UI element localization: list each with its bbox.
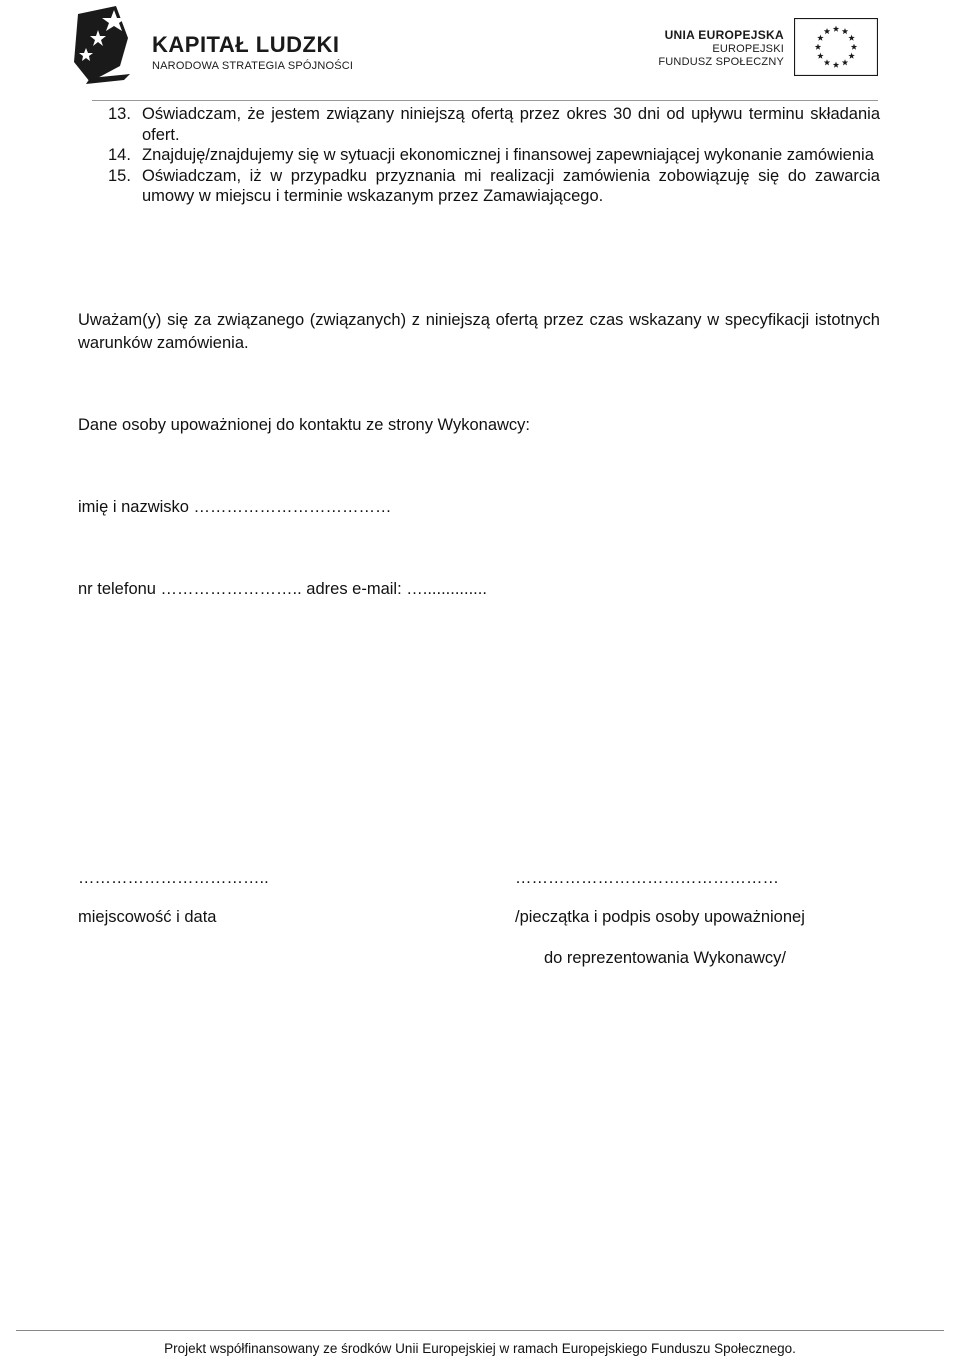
footer-text: Projekt współfinansowany ze środków Unii Europejskiej w ramach Europejskiego Funduszu Społecznego. — [164, 1341, 796, 1356]
binding-paragraph: Uważam(y) się za związanego (związanych) z niniejszą ofertą przez czas wskazany w specyfikacji istotnych warunków zamówienia. — [78, 311, 880, 352]
signature-label: /pieczątka i podpis osoby upoważnionej — [515, 908, 805, 926]
kapital-ludzki-logo-icon — [70, 4, 134, 86]
eu-line-1: UNIA EUROPEJSKA — [664, 28, 784, 42]
list-item — [100, 145, 880, 166]
place-date-dots: …………………………….. — [78, 869, 269, 887]
list-item — [100, 166, 880, 207]
list-text: Oświadczam, że jestem związany niniejszą ofertą przez okres 30 dni od upływu terminu składania ofert. — [142, 105, 880, 144]
eu-line-3: FUNDUSZ SPOŁECZNY — [658, 56, 784, 68]
list-number: 14. — [108, 146, 131, 164]
list-text: Znajduję/znajdujemy się w sytuacji ekonomicznej i finansowej zapewniającej wykonanie zamówienia — [142, 146, 874, 164]
list-item — [100, 104, 880, 145]
page-header — [0, 0, 960, 104]
declarations-list — [100, 104, 880, 207]
list-text: Oświadczam, iż w przypadku przyznania mi realizacji zamówienia zobowiązuję się do zawarcia umowy w miejscu i terminie wskazanym przez Zamawiającego. — [142, 166, 880, 205]
logo-subtitle: NARODOWA STRATEGIA SPÓJNOŚCI — [152, 60, 354, 72]
logo-title: KAPITAŁ LUDZKI — [152, 32, 340, 57]
footer-divider — [16, 1330, 944, 1331]
eu-label — [658, 28, 784, 68]
name-field-line: imię i nazwisko ……………………………… — [78, 498, 392, 516]
eu-flag-icon — [794, 18, 878, 76]
phone-email-field-line: nr telefonu …………………….. adres e-mail: ….............. — [78, 580, 487, 598]
eu-line-2: EUROPEJSKI — [712, 43, 784, 55]
signature-label-continued: do reprezentowania Wykonawcy/ — [544, 949, 786, 967]
contact-heading: Dane osoby upoważnionej do kontaktu ze strony Wykonawcy: — [78, 416, 531, 434]
signature-dots: ………………………………………… — [515, 869, 779, 887]
place-date-label: miejscowość i data — [78, 908, 217, 926]
header-divider — [92, 100, 878, 101]
list-number: 15. — [108, 166, 131, 185]
list-number: 13. — [108, 105, 131, 123]
